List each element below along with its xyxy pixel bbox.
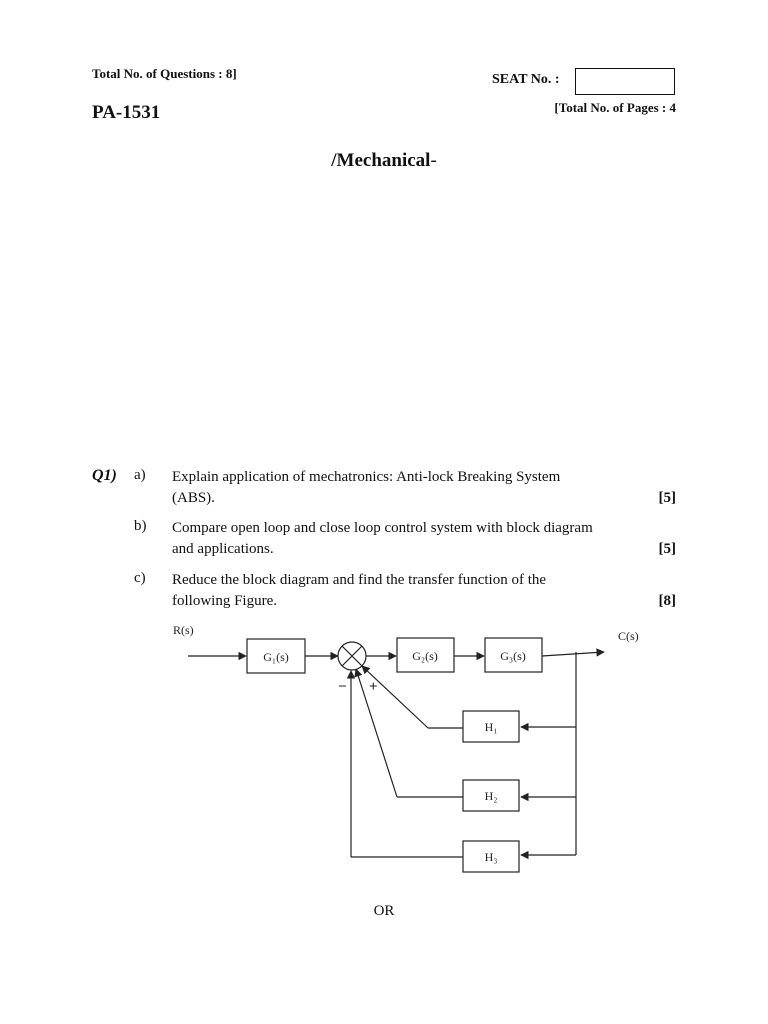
subject-suffix: -: [430, 150, 437, 171]
part-a-marks: [5]: [658, 490, 676, 506]
part-c-text: [172, 570, 676, 612]
part-a-text: [172, 467, 676, 509]
g1-label: G₁(s): [263, 650, 289, 664]
plus-sign: +: [369, 679, 378, 695]
part-b-line2: and applications.: [172, 541, 274, 557]
seat-number-box[interactable]: [575, 68, 675, 95]
paper-code: PA-1531: [92, 102, 161, 123]
total-pages: [Total No. of Pages : 4: [554, 100, 676, 115]
g2-label: G₂(s): [412, 649, 438, 663]
part-b-letter: b): [134, 518, 147, 534]
output-label: C(s): [618, 629, 639, 643]
part-b-marks: [5]: [658, 541, 676, 557]
part-c-letter: c): [134, 570, 146, 586]
input-label: R(s): [173, 623, 194, 637]
minus-sign: –: [339, 678, 346, 693]
block-diagram: [0, 610, 768, 880]
h2-label: H₂: [484, 789, 498, 803]
seat-label: SEAT No. :: [492, 72, 560, 87]
subject-name: /Mechanical: [331, 150, 431, 171]
question-number: Q1): [92, 467, 117, 484]
part-c-marks: [8]: [658, 593, 676, 609]
part-a-line2: (ABS).: [172, 490, 215, 506]
or-divider: OR: [373, 903, 395, 919]
part-a-line1: Explain application of mechatronics: Anti-lock Breaking System: [172, 469, 561, 485]
part-b-line1: Compare open loop and close loop control system with block diagram: [172, 520, 593, 536]
summing-junction: [338, 642, 366, 670]
h1-label: H₁: [484, 720, 498, 734]
part-a-letter: a): [134, 467, 146, 483]
part-b-text: [172, 518, 676, 560]
part-c-line1: Reduce the block diagram and find the transfer function of the: [172, 572, 547, 588]
total-questions: Total No. of Questions : 8]: [92, 66, 237, 81]
part-c-line2: following Figure.: [172, 593, 277, 609]
h3-label: H₃: [484, 850, 498, 864]
subject-title: [0, 150, 768, 172]
g3-label: G₃(s): [500, 649, 526, 663]
output-signal-line: [542, 652, 604, 656]
